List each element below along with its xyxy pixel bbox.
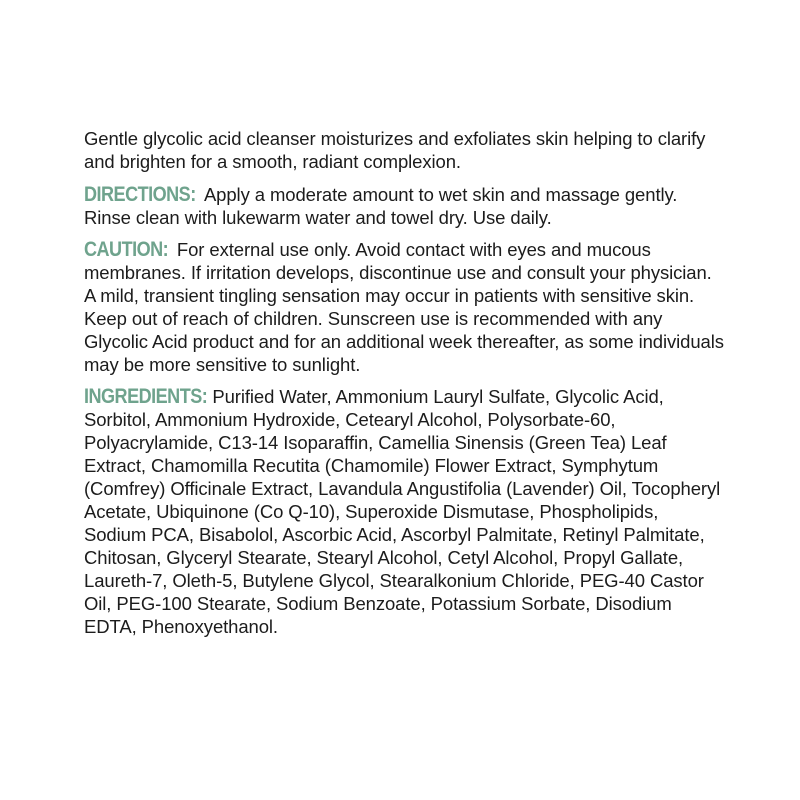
caution-text: For external use only. Avoid contact with eyes and mucous membranes. If irritation develops, discontinue use and consult your physician. A mild, transient tingling sensation may occur in patients with sensitive skin. Keep out of reach of children. Sunscreen use is recommended with any Glycolic Acid product and for an additional week thereafter, as some individuals may be more sensitive to sunlight.: [84, 239, 724, 375]
caution-paragraph: [84, 238, 724, 376]
intro-paragraph: [84, 127, 724, 173]
ingredients-text: Purified Water, Ammonium Lauryl Sulfate, Glycolic Acid, Sorbitol, Ammonium Hydroxide, Cetearyl Alcohol, Polysorbate-60, Polyacrylamide, C13-14 Isoparaffin, Camellia Sinensis (Green Tea) Leaf Extract, Chamomilla Recutita (Chamomile) Flower Extract, Symphytum (Comfrey) Officinale Extract, Lavandula Angustifolia (Lavender) Oil, Tocopheryl Acetate, Ubiquinone (Co Q-10), Superoxide Dismutase, Phospholipids, Sodium PCA, Bisabolol, Ascorbic Acid, Ascorbyl Palmitate, Retinyl Palmitate, Chitosan, Glyceryl Stearate, Stearyl Alcohol, Cetyl Alcohol, Propyl Gallate, Laureth-7, Oleth-5, Butylene Glycol, Stearalkonium Chloride, PEG-40 Castor Oil, PEG-100 Stearate, Sodium Benzoate, Potassium Sorbate, Disodium EDTA, Phenoxyethanol.: [84, 386, 721, 637]
ingredients-heading: INGREDIENTS:: [84, 385, 208, 408]
caution-heading: CAUTION:: [84, 238, 169, 261]
ingredients-paragraph: [84, 385, 724, 638]
directions-heading: DIRECTIONS:: [84, 183, 196, 206]
product-description-text-block: [84, 127, 724, 647]
directions-paragraph: [84, 183, 724, 229]
intro-text: Gentle glycolic acid cleanser moisturizes and exfoliates skin helping to clarify and brighten for a smooth, radiant complexion.: [84, 128, 706, 172]
directions-text: Apply a moderate amount to wet skin and massage gently. Rinse clean with lukewarm water and towel dry. Use daily.: [84, 184, 678, 228]
